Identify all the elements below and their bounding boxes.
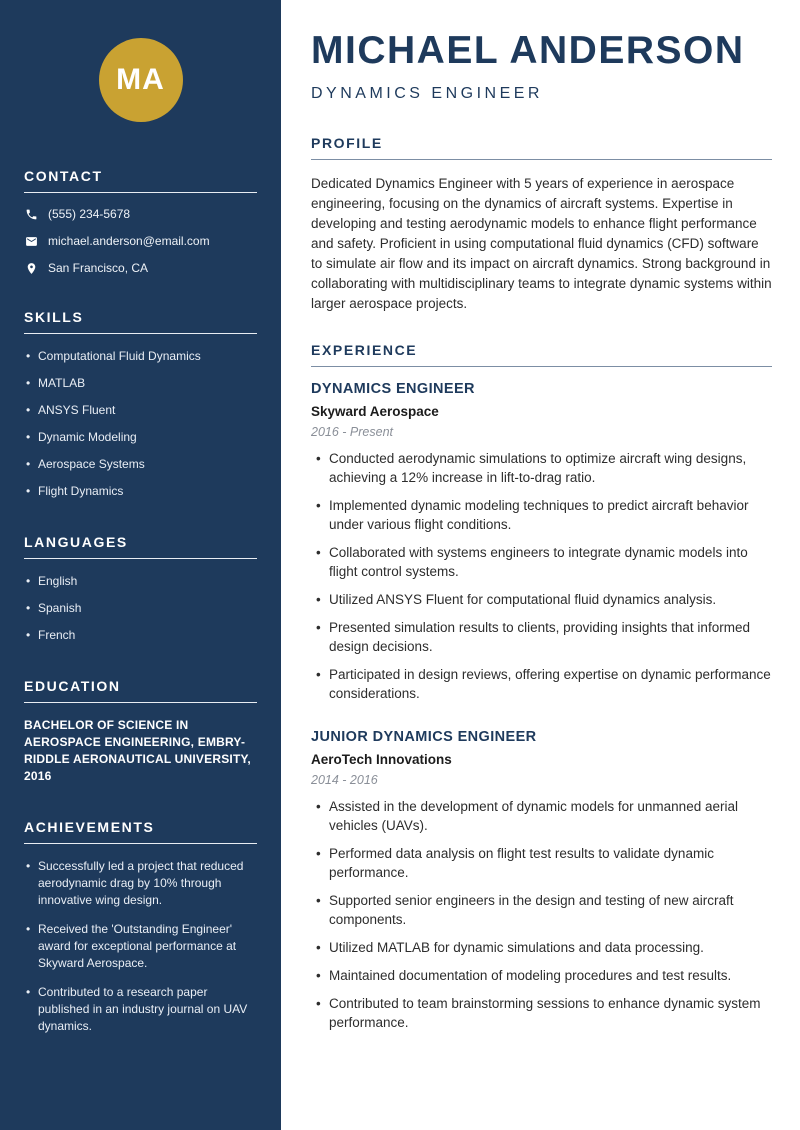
candidate-name: MICHAEL ANDERSON: [311, 29, 745, 72]
skill-item: • ANSYS Fluent: [24, 402, 257, 419]
job-bullet: • Contributed to team brainstorming sessions to enhance dynamic system performance.: [311, 994, 772, 1032]
achievement-item: • Contributed to a research paper published in an industry journal on UAV dynamics.: [24, 984, 257, 1035]
achievement-item: • Successfully led a project that reduced aerodynamic drag by 10% through innovative wing design.: [24, 858, 257, 909]
profile-section-title: PROFILE: [311, 135, 772, 160]
languages-list: [24, 573, 257, 644]
job-bullet: • Utilized MATLAB for dynamic simulations and data processing.: [311, 938, 772, 957]
contact-list: [24, 207, 257, 275]
avatar: [99, 38, 183, 122]
sidebar: [0, 0, 281, 1130]
achievements-section: [24, 819, 257, 1035]
experience-section-title: EXPERIENCE: [311, 342, 772, 367]
job-bullet: • Utilized ANSYS Fluent for computational fluid dynamics analysis.: [311, 590, 772, 609]
skill-item: • Aerospace Systems: [24, 456, 257, 473]
achievements-list: [24, 858, 257, 1035]
contact-location-text: San Francisco, CA: [48, 261, 149, 275]
job-role: JUNIOR DYNAMICS ENGINEER: [311, 728, 537, 745]
email-icon: [24, 234, 38, 248]
skill-item: • Computational Fluid Dynamics: [24, 348, 257, 365]
job-bullet: • Collaborated with systems engineers to integrate dynamic models into flight control systems.: [311, 543, 772, 581]
job-dates: 2016 - Present: [311, 424, 393, 439]
languages-section: [24, 534, 257, 644]
skills-list: [24, 348, 257, 500]
job-dates: 2014 - 2016: [311, 772, 378, 787]
skill-item: • MATLAB: [24, 375, 257, 392]
job-bullet: • Performed data analysis on flight test results to validate dynamic performance.: [311, 844, 772, 882]
job-entry: [311, 381, 772, 703]
job-bullet-list: [311, 449, 772, 703]
profile-section: [311, 135, 772, 314]
education-text: BACHELOR OF SCIENCE IN AEROSPACE ENGINEERING, EMBRY-RIDDLE AERONAUTICAL UNIVERSITY, 2016: [24, 718, 251, 783]
profile-text: Dedicated Dynamics Engineer with 5 years of experience in aerospace engineering, focusing on the dynamics of aircraft systems. Expertise in developing and testing aerodynamic models to enhance flight performance and safety. Proficient in using computational fluid dynamics (CFD) software to simulate air flow and its impact on aircraft dynamics. Strong background in collaborating with multidisciplinary teams to integrate dynamic systems within larger aerospace projects.: [311, 175, 772, 311]
contact-section-title: CONTACT: [24, 168, 257, 193]
job-bullet: • Implemented dynamic modeling techniques to predict aircraft behavior under various flight conditions.: [311, 496, 772, 534]
education-section-title: EDUCATION: [24, 678, 257, 703]
achievement-item: • Received the 'Outstanding Engineer' award for exceptional performance at Skyward Aerospace.: [24, 921, 257, 972]
education-section: [24, 678, 257, 785]
avatar-initials: MA: [116, 63, 165, 96]
contact-section: [24, 168, 257, 275]
skill-item: • Flight Dynamics: [24, 483, 257, 500]
contact-item-email: [24, 234, 257, 248]
contact-item-location: [24, 261, 257, 275]
job-bullet: • Maintained documentation of modeling procedures and test results.: [311, 966, 772, 985]
job-bullet: • Conducted aerodynamic simulations to optimize aircraft wing designs, achieving a 12% increase in lift-to-drag ratio.: [311, 449, 772, 487]
job-role: DYNAMICS ENGINEER: [311, 380, 475, 397]
phone-icon: [24, 207, 38, 221]
achievements-section-title: ACHIEVEMENTS: [24, 819, 257, 844]
contact-phone-text: (555) 234-5678: [48, 207, 131, 221]
job-bullet: • Presented simulation results to clients, providing insights that informed design decisions.: [311, 618, 772, 656]
job-entry: [311, 729, 772, 1032]
candidate-job-title: DYNAMICS ENGINEER: [311, 84, 543, 102]
job-company: AeroTech Innovations: [311, 751, 452, 767]
skills-section: [24, 309, 257, 500]
experience-section: [311, 342, 772, 1032]
language-item: • English: [24, 573, 257, 590]
skill-item: • Dynamic Modeling: [24, 429, 257, 446]
language-item: • French: [24, 627, 257, 644]
location-icon: [24, 261, 38, 275]
languages-section-title: LANGUAGES: [24, 534, 257, 559]
job-bullet: • Supported senior engineers in the design and testing of new aircraft components.: [311, 891, 772, 929]
job-bullet: • Participated in design reviews, offering expertise on dynamic performance considerations.: [311, 665, 772, 703]
job-bullet-list: [311, 797, 772, 1032]
job-bullet: • Assisted in the development of dynamic models for unmanned aerial vehicles (UAVs).: [311, 797, 772, 835]
contact-email-text: michael.anderson@email.com: [48, 234, 210, 248]
main-content: [281, 0, 800, 1130]
language-item: • Spanish: [24, 600, 257, 617]
contact-item-phone: [24, 207, 257, 221]
skills-section-title: SKILLS: [24, 309, 257, 334]
job-company: Skyward Aerospace: [311, 403, 439, 419]
